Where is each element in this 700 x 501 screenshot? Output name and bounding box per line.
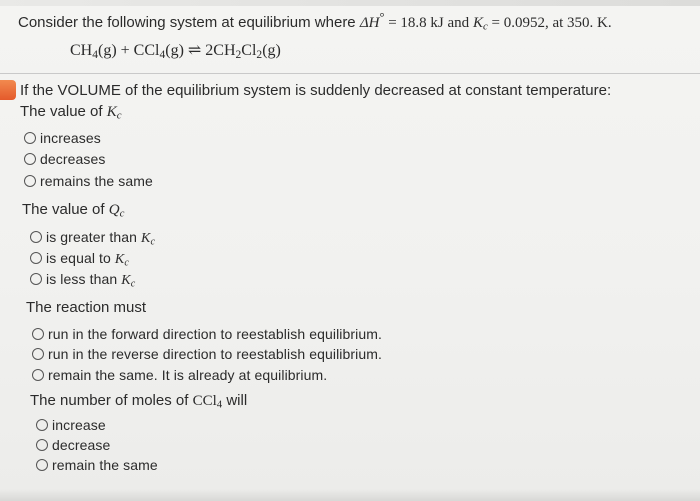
radio-button[interactable] [24,132,36,144]
bottom-edge-bar [0,489,700,501]
radio-button[interactable] [30,273,42,285]
radio-button[interactable] [32,369,44,381]
q1-option-increases[interactable] [24,130,101,146]
q2-option-equal[interactable] [30,250,129,269]
kc-value: = 0.0952, at 350. K. [487,15,612,31]
q4-label-suffix: will [222,392,248,409]
q1-option-decreases[interactable] [24,151,106,167]
q4-option-same[interactable] [36,457,158,473]
radio-button[interactable] [32,328,44,340]
q2-label-text: The value of [22,201,109,218]
kc-symbol: K [472,15,483,31]
q1-option-same[interactable] [24,173,153,189]
radio-button[interactable] [36,419,48,431]
q4-option-decrease[interactable] [36,437,110,453]
option-label: is greater than [46,229,141,245]
eq-cl2-sub: 2 [256,48,263,61]
q3-option-same[interactable] [32,367,327,383]
scenario-text: If the VOLUME of the equilibrium system is suddenly decreased at constant temperature: [20,82,612,99]
option-symbol: K [121,273,131,288]
q3-option-forward[interactable] [32,326,382,342]
option-label: remain the same. It is already at equilibrium. [48,367,328,383]
option-label: is less than [46,271,122,287]
kc-subscript: c [482,20,488,33]
option-label: increase [52,417,106,433]
intro-text: Consider the following system at equilibrium where [18,14,360,31]
q4-label-prefix: The number of moles of [30,392,193,409]
option-symbol: K [141,231,151,246]
q4-species: CCl [192,393,217,409]
option-symbol: K [114,252,125,267]
option-sub: c [124,257,129,269]
question-flag-tab[interactable] [0,80,16,100]
q4-option-increase[interactable] [36,417,106,433]
q2-option-less[interactable] [30,271,135,290]
q1-label [20,103,122,122]
eq-ch-sub: 4 [92,48,98,61]
q2-label [22,201,124,220]
q2-option-greater[interactable] [30,229,155,248]
option-label: decrease [52,437,111,453]
eq-phase: (g) [262,42,281,59]
delta-h-value: = 18.8 kJ and [384,15,473,31]
radio-button[interactable] [36,439,48,451]
radio-button[interactable] [24,153,36,165]
eq-part-2: (g) ⇌ 2CH [165,42,236,59]
q1-symbol: K [106,104,117,120]
separator-line [0,73,700,74]
q1-sub: c [116,109,122,122]
option-label: remains the same [40,173,153,189]
option-label: decreases [40,151,106,167]
eq-part-1: (g) + CCl [98,42,160,59]
radio-button[interactable] [24,175,36,187]
eq-cl: Cl [241,42,257,59]
q1-label-text: The value of [20,103,107,120]
option-label: run in the reverse direction to reestablish equilibrium. [48,346,382,362]
degree-sign: ° [379,10,385,24]
q3-option-reverse[interactable] [32,346,382,362]
q2-sub: c [119,207,125,220]
q4-species-sub: 4 [216,398,223,411]
radio-button[interactable] [36,459,48,471]
radio-button[interactable] [30,252,42,264]
option-label: run in the forward direction to reestablish equilibrium. [48,326,382,342]
radio-button[interactable] [32,348,44,360]
top-edge-strip [0,0,700,6]
option-label: increases [40,130,101,146]
q4-label [30,392,247,411]
option-label: remain the same [52,457,158,473]
delta-h-symbol: ΔH [359,15,380,31]
equilibrium-equation [70,40,281,61]
eq-ch2-sub: 2 [235,48,242,61]
problem-intro [18,10,612,33]
radio-button[interactable] [30,231,42,243]
q3-label: The reaction must [26,299,147,316]
q2-symbol: Q [108,202,120,218]
option-label: is equal to [46,250,115,266]
eq-ccl-sub: 4 [159,48,166,61]
option-sub: c [150,236,156,248]
option-sub: c [130,278,136,290]
eq-ch: CH [70,42,93,59]
